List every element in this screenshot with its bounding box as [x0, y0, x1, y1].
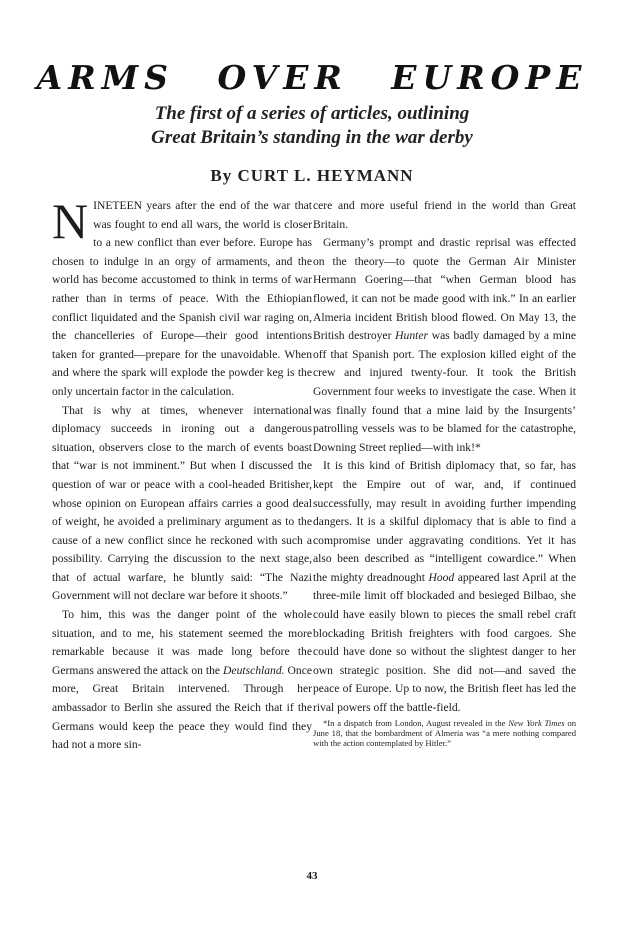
footnote-text-a: *In a dispatch from London, August revealed in the: [323, 717, 509, 728]
drop-cap: N: [52, 193, 89, 249]
footnote: [313, 718, 576, 748]
paragraph-6-text-a: It is this kind of British diplomacy that, so far, has kept the Empire out of war, and, if continued successfully, may result in avoiding further impending dangers. It is a skilful diplomacy that is able to find a compromise under aggravating conditions. Yet it has also been described as “intelligent cowardice.” When the mighty dreadnought: [313, 459, 576, 584]
article-title: ARMS OVER EUROPE: [36, 58, 588, 97]
ship-name-hood: Hood: [428, 570, 455, 584]
page-number: 43: [306, 870, 318, 882]
paragraph-5-text-b: was badly damaged by a mine off that Spanish port. The explosion killed eight of the crew and injured twenty-four. It took the British Government four weeks to investigate the case. When it was finally found that a mine laid by the Insurgents’ patrolling vessels was to be blamed for the catastrophe, Downing Street replied—with ink!*: [313, 329, 576, 454]
paragraph-3: [52, 606, 312, 755]
paragraph-4: cere and more useful friend in the world than Great Britain.: [313, 199, 576, 231]
paragraph-5: [313, 234, 576, 457]
paragraph-3-text-b: Once more, Great Britain intervened. Through her ambassador to Berlin she assured the Reich that if the Germans would keep the peace they would find they had not a more sin-: [52, 663, 312, 752]
left-column: [52, 193, 312, 755]
paragraph-3-text-a: To him, this was the danger point of the whole situation, and to me, his statement seemed the more remarkable because it was made long before the Germans answered the attack on the: [52, 608, 312, 677]
byline: By CURT L. HEYMANN: [210, 166, 414, 185]
subtitle-line-1: The first of a series of articles, outlining: [154, 103, 470, 124]
footnote-text-b: on June 18, that the bombardment of Almeria was “a mere nothing compared with the action contemplated by Hitler.”: [313, 717, 576, 748]
subtitle-line-2: Great Britain’s standing in the war derby: [151, 127, 473, 148]
paragraph-6-text-b: appeared last April at the three-mile limit off blockaded and besieged Bilbao, she could have easily blown to pieces the small rebel craft blockading British freighters with food cargoes. She could have done so without the slightest danger to her own strategic position. She did not—and saved the peace of Europe. Up to now, the British fleet has led the rival powers off the battle-field.: [313, 570, 576, 715]
ship-name-deutschland: Deutschland.: [223, 663, 285, 677]
footnote-source: New York Times: [508, 717, 565, 728]
paragraph-2: That is why at times, whenever international diplomacy succeeds in ironing out a dangerous situation, observers close to the march of events boast that “war is not imminent.” But when I discussed the question of war or peace with a cool-headed Britisher, whose opinion on European affairs carries a good deal of weight, he avoided a preliminary argument as to the cause of a new conflict since he reckoned with such a possibility. Carrying the discussion to the next stage, that of actual warfare, he bluntly said: “The Nazi Government will not declare war before it shoots.”: [52, 403, 312, 603]
paragraph-5-text-a: Germany’s prompt and drastic reprisal was effected on the theory—to quote the German Air Minister Hermann Goering—that “when German blood has flowed, it can not be made good with ink.” In an earlier Almeria incident British blood flowed. On May 13, the British destroyer: [313, 236, 576, 343]
ship-name-hunter: Hunter: [395, 329, 429, 343]
paragraph-6: [313, 457, 576, 717]
paragraph-1-text: INETEEN years after the end of the war that was fought to end all wars, the world is closer to a new conflict than ever before. Europe has chosen to indulge in an orgy of armaments, and the world has become accustomed to think in terms of war rather than in terms of peace. With the Ethiopian conflict liquidated and the Spanish civil war raging on, the chancelleries of Europe—their good intentions taken for granted—prepare for the unavoidable. When and where the spark will explode the powder keg is the only uncertain factor in the calculation.: [52, 199, 312, 398]
right-column: [313, 197, 576, 748]
paragraph-1: [52, 193, 312, 402]
